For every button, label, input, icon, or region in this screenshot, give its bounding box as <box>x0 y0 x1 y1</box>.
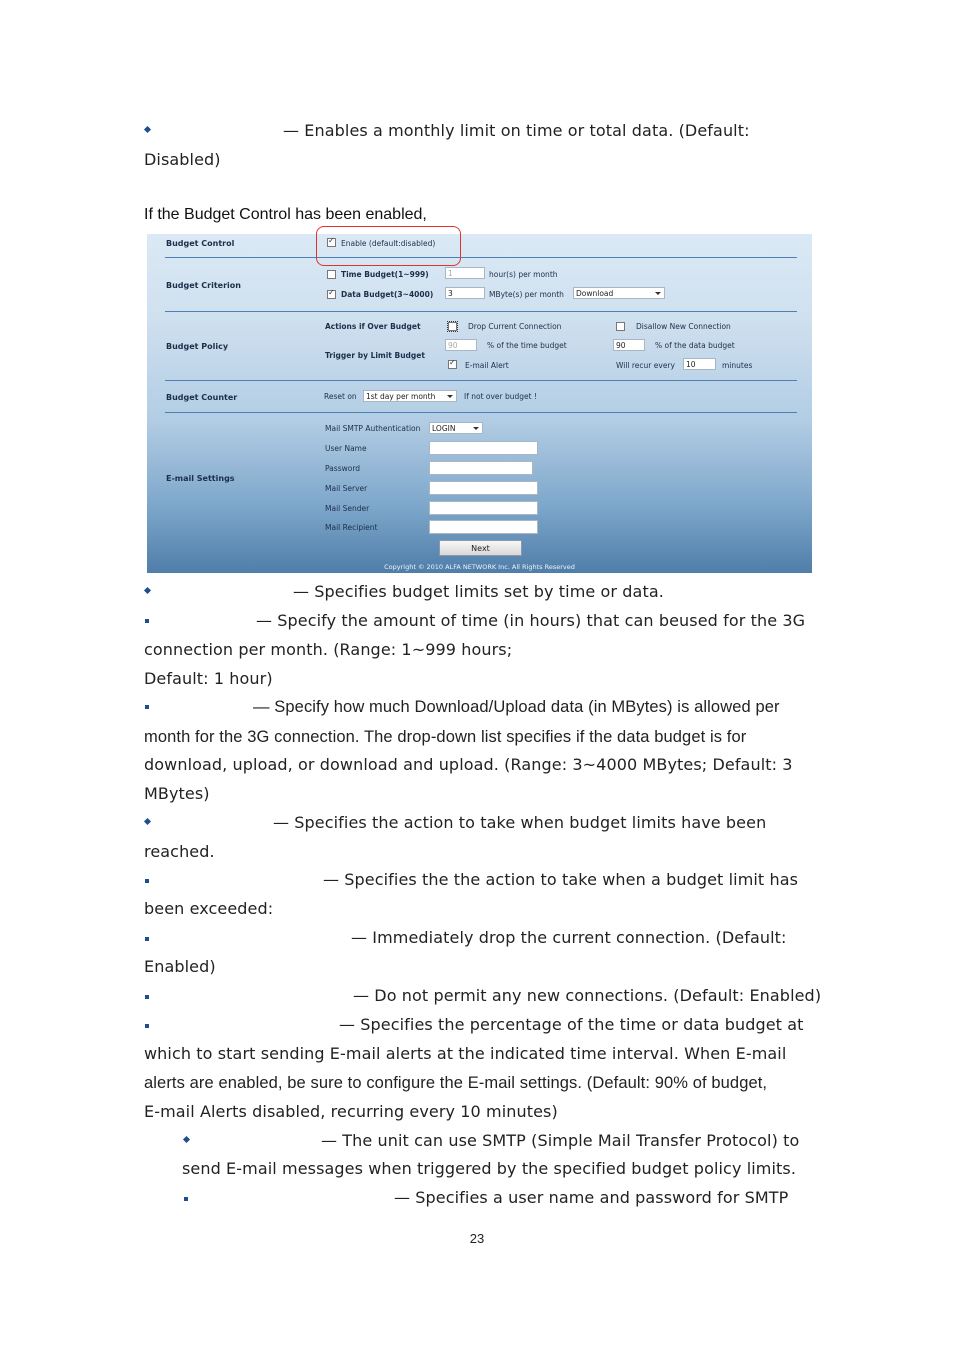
intro-text: If the Budget Control has been enabled, <box>144 206 427 223</box>
divider <box>165 412 797 413</box>
mail-server-input[interactable] <box>429 481 538 495</box>
text-line: — Specify how much Download/Upload data (in MBytes) is allowed per <box>253 698 780 716</box>
data-direction-select[interactable]: Download <box>573 287 665 299</box>
text-line: month for the 3G connection. The drop-down list specifies if the data budget is for <box>144 728 747 746</box>
bullet-square <box>145 1024 149 1028</box>
text-line: send E-mail messages when triggered by the specified budget policy limits. <box>182 1159 797 1178</box>
text-line: — Immediately drop the current connection. (Default: <box>351 928 787 947</box>
text-line: download, upload, or download and upload. (Range: 3~4000 MBytes; Default: 3 <box>144 755 793 774</box>
highlight-box <box>316 226 461 266</box>
mail-recipient-input[interactable] <box>429 520 538 534</box>
text-line: — Specifies budget limits set by time or data. <box>293 582 664 601</box>
text-line: MBytes) <box>144 784 210 803</box>
recur-unit: minutes <box>722 361 753 370</box>
text-line: — Do not permit any new connections. (Default: Enabled) <box>353 986 822 1005</box>
bullet-square <box>145 937 149 941</box>
bullet-square <box>145 879 149 883</box>
bullet-square <box>145 995 149 999</box>
text-line: reached. <box>144 842 215 861</box>
data-budget-label: Data Budget(3~4000) <box>341 290 434 299</box>
text-line: connection per month. (Range: 1~999 hours; <box>144 640 513 659</box>
text-line: — Specifies a user name and password for SMTP <box>394 1188 789 1207</box>
user-name-input[interactable] <box>429 441 538 455</box>
reset-select[interactable]: 1st day per month <box>363 390 457 402</box>
data-budget-checkbox[interactable] <box>327 290 336 299</box>
time-percent-input[interactable]: 90 <box>445 339 477 351</box>
budget-control-label: Budget Control <box>166 239 235 248</box>
divider <box>165 257 797 258</box>
text-line: Default: 1 hour) <box>144 669 273 688</box>
text-line: which to start sending E-mail alerts at the indicated time interval. When E-mail <box>144 1044 787 1063</box>
time-budget-label: Time Budget(1~999) <box>341 270 429 279</box>
trigger-label: Trigger by Limit Budget <box>325 351 425 360</box>
mail-sender-input[interactable] <box>429 501 538 515</box>
drop-connection-label: Drop Current Connection <box>468 322 562 331</box>
time-budget-input[interactable]: 1 <box>445 267 485 279</box>
bullet-diamond <box>144 818 151 825</box>
recur-label: Will recur every <box>616 361 675 370</box>
email-alert-label: E-mail Alert <box>465 361 509 370</box>
text-line: Enabled) <box>144 957 216 976</box>
text-line: E-mail Alerts disabled, recurring every 10 minutes) <box>144 1102 558 1121</box>
disallow-connection-checkbox[interactable] <box>616 322 625 331</box>
data-percent-input[interactable]: 90 <box>613 339 645 351</box>
enable-label: Enable (default:disabled) <box>341 239 436 248</box>
email-alert-checkbox[interactable] <box>448 360 457 369</box>
bullet-diamond <box>144 126 151 133</box>
user-name-label: User Name <box>325 444 367 453</box>
bullet-diamond <box>144 587 151 594</box>
time-budget-unit: hour(s) per month <box>489 270 558 279</box>
page-number: 23 <box>469 1231 485 1246</box>
actions-label: Actions if Over Budget <box>325 322 421 331</box>
text-line: — Specifies the the action to take when a budget limit has <box>323 870 799 889</box>
text-line: — Specifies the action to take when budget limits have been <box>273 813 767 832</box>
bullet-square <box>145 619 149 623</box>
time-percent-label: % of the time budget <box>487 341 567 350</box>
budget-criterion-label: Budget Criterion <box>166 281 241 290</box>
reset-note: If not over budget ! <box>464 392 537 401</box>
password-label: Password <box>325 464 361 473</box>
drop-connection-checkbox[interactable] <box>448 322 457 331</box>
divider <box>165 311 797 312</box>
copyright: Copyright © 2010 ALFA NETWORK Inc. All Rights Reserved <box>384 563 575 571</box>
smtp-auth-label: Mail SMTP Authentication <box>325 424 421 433</box>
divider <box>165 380 797 381</box>
next-button[interactable]: Next <box>439 540 522 556</box>
reset-label: Reset on <box>324 392 357 401</box>
time-budget-checkbox[interactable] <box>327 270 336 279</box>
smtp-auth-select[interactable]: LOGIN <box>429 422 483 434</box>
budget-settings-screenshot <box>147 234 812 573</box>
text-line: — The unit can use SMTP (Simple Mail Transfer Protocol) to <box>321 1131 800 1150</box>
text-line: Disabled) <box>144 150 221 169</box>
text-line: — Enables a monthly limit on time or total data. (Default: <box>283 121 750 140</box>
data-percent-label: % of the data budget <box>655 341 735 350</box>
text-line: — Specify the amount of time (in hours) that can beused for the 3G <box>256 611 806 630</box>
budget-counter-label: Budget Counter <box>166 393 238 402</box>
bullet-square <box>145 705 149 709</box>
bullet-square <box>184 1197 188 1201</box>
text-line: — Specifies the percentage of the time or data budget at <box>339 1015 804 1034</box>
data-budget-unit: MByte(s) per month <box>489 290 564 299</box>
budget-policy-label: Budget Policy <box>166 342 229 351</box>
text-line: alerts are enabled, be sure to configure the E-mail settings. (Default: 90% of budget, <box>144 1074 768 1092</box>
email-settings-label: E-mail Settings <box>166 474 235 483</box>
mail-server-label: Mail Server <box>325 484 368 493</box>
password-input[interactable] <box>429 461 533 475</box>
bullet-diamond <box>183 1136 190 1143</box>
mail-sender-label: Mail Sender <box>325 504 370 513</box>
mail-recipient-label: Mail Recipient <box>325 523 378 532</box>
recur-input[interactable]: 10 <box>683 358 716 370</box>
disallow-connection-label: Disallow New Connection <box>636 322 731 331</box>
text-line: been exceeded: <box>144 899 274 918</box>
data-budget-input[interactable]: 3 <box>445 287 485 299</box>
